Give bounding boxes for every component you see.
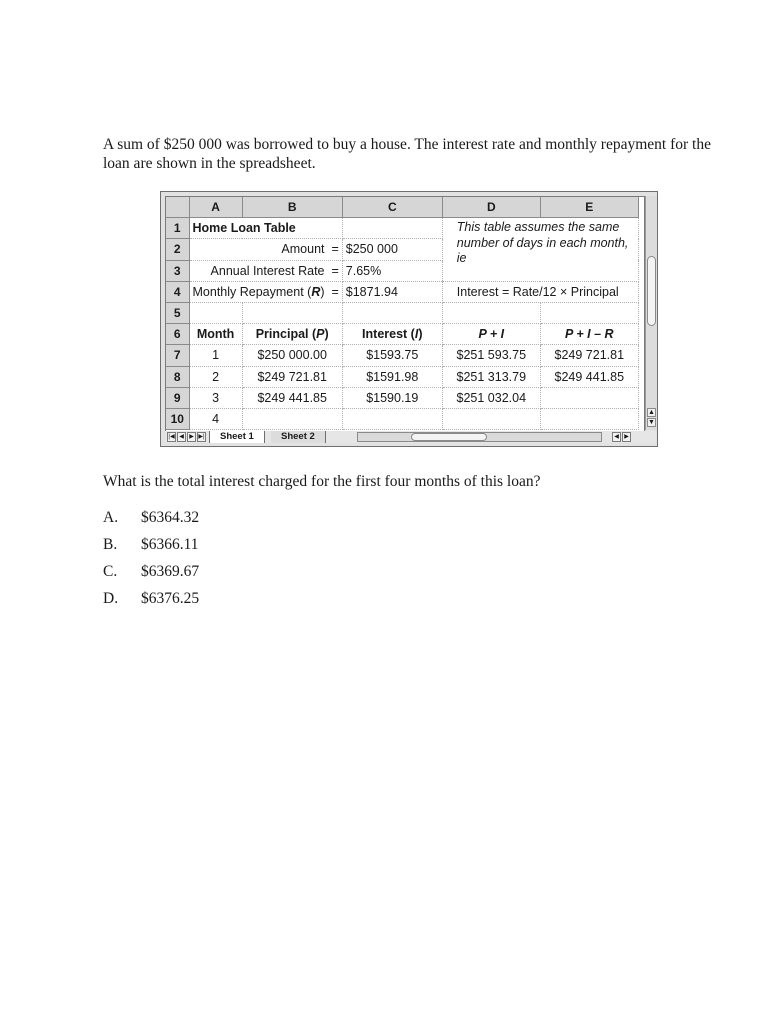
formula-text: Interest = Rate/12 × Principal [456,284,619,299]
interest-cell[interactable] [342,408,442,429]
corner-cell [166,197,189,218]
p-plus-i-minus-r-cell[interactable] [540,408,638,429]
principal-var: P [316,327,325,342]
column-header[interactable]: D [442,197,540,218]
month-cell[interactable]: 3 [189,387,242,408]
row-header[interactable]: 7 [166,345,189,366]
interest-header-text: Interest ( [362,327,415,342]
next-sheet-icon[interactable]: ▶ [187,432,196,442]
p-plus-i-minus-r-cell[interactable]: $249 441.85 [540,366,638,387]
option-letter: B. [103,536,118,553]
cell[interactable] [342,218,442,239]
cell[interactable] [342,302,442,323]
question-intro: A sum of $250 000 was borrowed to buy a house. The interest rate and monthly repayment for the loan are shown in the spreadsheet. [103,136,711,172]
rate-label: Annual Interest Rate [210,263,325,278]
table-row [166,345,638,366]
tab-sheet-1[interactable]: Sheet 1 [209,431,265,443]
interest-cell[interactable]: $1591.98 [342,366,442,387]
p-plus-i-cell[interactable] [442,408,540,429]
table-row [166,387,638,408]
tab-sheet-2[interactable]: Sheet 2 [271,431,326,443]
scroll-left-icon[interactable]: ◀ [612,432,621,442]
row-header[interactable]: 4 [166,281,189,302]
option-text: $6364.32 [141,509,200,526]
interest-var: I [414,327,419,342]
principal-cell[interactable]: $250 000.00 [242,345,342,366]
row-header[interactable]: 9 [166,387,189,408]
note-cell[interactable] [442,218,638,282]
amount-label: Amount [281,242,325,257]
month-cell[interactable]: 2 [189,366,242,387]
rate-value[interactable]: 7.65% [342,260,442,281]
answer-option-c[interactable] [103,563,199,581]
principal-cell[interactable]: $249 441.85 [242,387,342,408]
row-header[interactable]: 6 [166,324,189,345]
option-letter: C. [103,563,118,580]
option-letter: A. [103,509,119,526]
principal-header[interactable] [242,324,342,345]
column-header[interactable]: C [342,197,442,218]
p-plus-i-cell[interactable]: $251 032.04 [442,387,540,408]
cell[interactable] [540,302,638,323]
scroll-up-icon[interactable]: ▲ [648,408,655,416]
p-plus-i-header[interactable]: P + I [442,324,540,345]
equals-sign: = [331,242,339,257]
row-header[interactable]: 8 [166,366,189,387]
row-header[interactable]: 10 [166,408,189,429]
equals-sign: = [331,284,339,299]
first-sheet-icon[interactable]: |◀ [168,434,175,440]
table-title[interactable]: Home Loan Table [189,218,342,239]
spreadsheet-grid [165,196,645,432]
table-row [166,408,638,429]
horizontal-scrollbar[interactable] [357,432,602,442]
answer-option-a[interactable] [103,509,199,527]
repayment-label-cell[interactable] [189,281,342,302]
option-text: $6366.11 [141,536,199,553]
answer-option-b[interactable] [103,536,199,554]
vertical-scrollbar[interactable] [645,196,657,430]
p-plus-i-minus-r-header[interactable]: P + I – R [540,324,638,345]
amount-value[interactable]: $250 000 [342,239,442,260]
repayment-label: Monthly Repayment ( [192,284,312,299]
p-plus-i-minus-r-cell[interactable] [540,387,638,408]
scroll-right-icon[interactable]: ▶ [622,432,631,442]
horizontal-scroll-thumb[interactable] [411,433,487,441]
formula-cell[interactable] [442,281,638,302]
interest-header-close: ) [418,327,423,342]
option-text: $6369.67 [141,563,200,580]
repayment-label-close: ) [320,284,325,299]
answer-option-d[interactable] [103,590,199,608]
principal-header-close: ) [324,327,329,342]
principal-cell[interactable] [242,408,342,429]
month-cell[interactable]: 4 [189,408,242,429]
spreadsheet-window [160,191,658,447]
last-sheet-icon[interactable]: ▶| [198,434,205,440]
equals-sign: = [331,263,339,278]
row-header[interactable]: 2 [166,239,189,260]
rate-label-cell[interactable] [189,260,342,281]
table-row [166,366,638,387]
interest-cell[interactable]: $1590.19 [342,387,442,408]
row-header[interactable]: 3 [166,260,189,281]
option-letter: D. [103,590,119,607]
cell[interactable] [442,302,540,323]
column-header[interactable]: B [242,197,342,218]
scroll-down-icon[interactable]: ▼ [648,418,655,426]
row-header[interactable]: 5 [166,302,189,323]
interest-cell[interactable]: $1593.75 [342,345,442,366]
principal-cell[interactable]: $249 721.81 [242,366,342,387]
p-plus-i-cell[interactable]: $251 593.75 [442,345,540,366]
vertical-scroll-thumb[interactable] [647,256,656,326]
p-plus-i-minus-r-cell[interactable]: $249 721.81 [540,345,638,366]
principal-header-text: Principal ( [255,327,317,342]
month-header[interactable]: Month [189,324,242,345]
cell[interactable] [242,302,342,323]
cell[interactable] [189,302,242,323]
interest-header[interactable] [342,324,442,345]
row-header[interactable]: 1 [166,218,189,239]
option-text: $6376.25 [141,590,200,607]
sheet-tab-bar [165,431,656,443]
prev-sheet-icon[interactable]: ◀ [177,432,186,442]
repayment-var: R [311,284,321,299]
question-text: What is the total interest charged for the first four months of this loan? [103,473,541,490]
note-text: This table assumes the same number of days in each month, ie [456,220,629,266]
amount-label-cell[interactable] [189,239,342,260]
month-cell[interactable]: 1 [189,345,242,366]
column-header[interactable]: E [540,197,638,218]
repayment-value[interactable]: $1871.94 [342,281,442,302]
p-plus-i-cell[interactable]: $251 313.79 [442,366,540,387]
column-header[interactable]: A [189,197,242,218]
